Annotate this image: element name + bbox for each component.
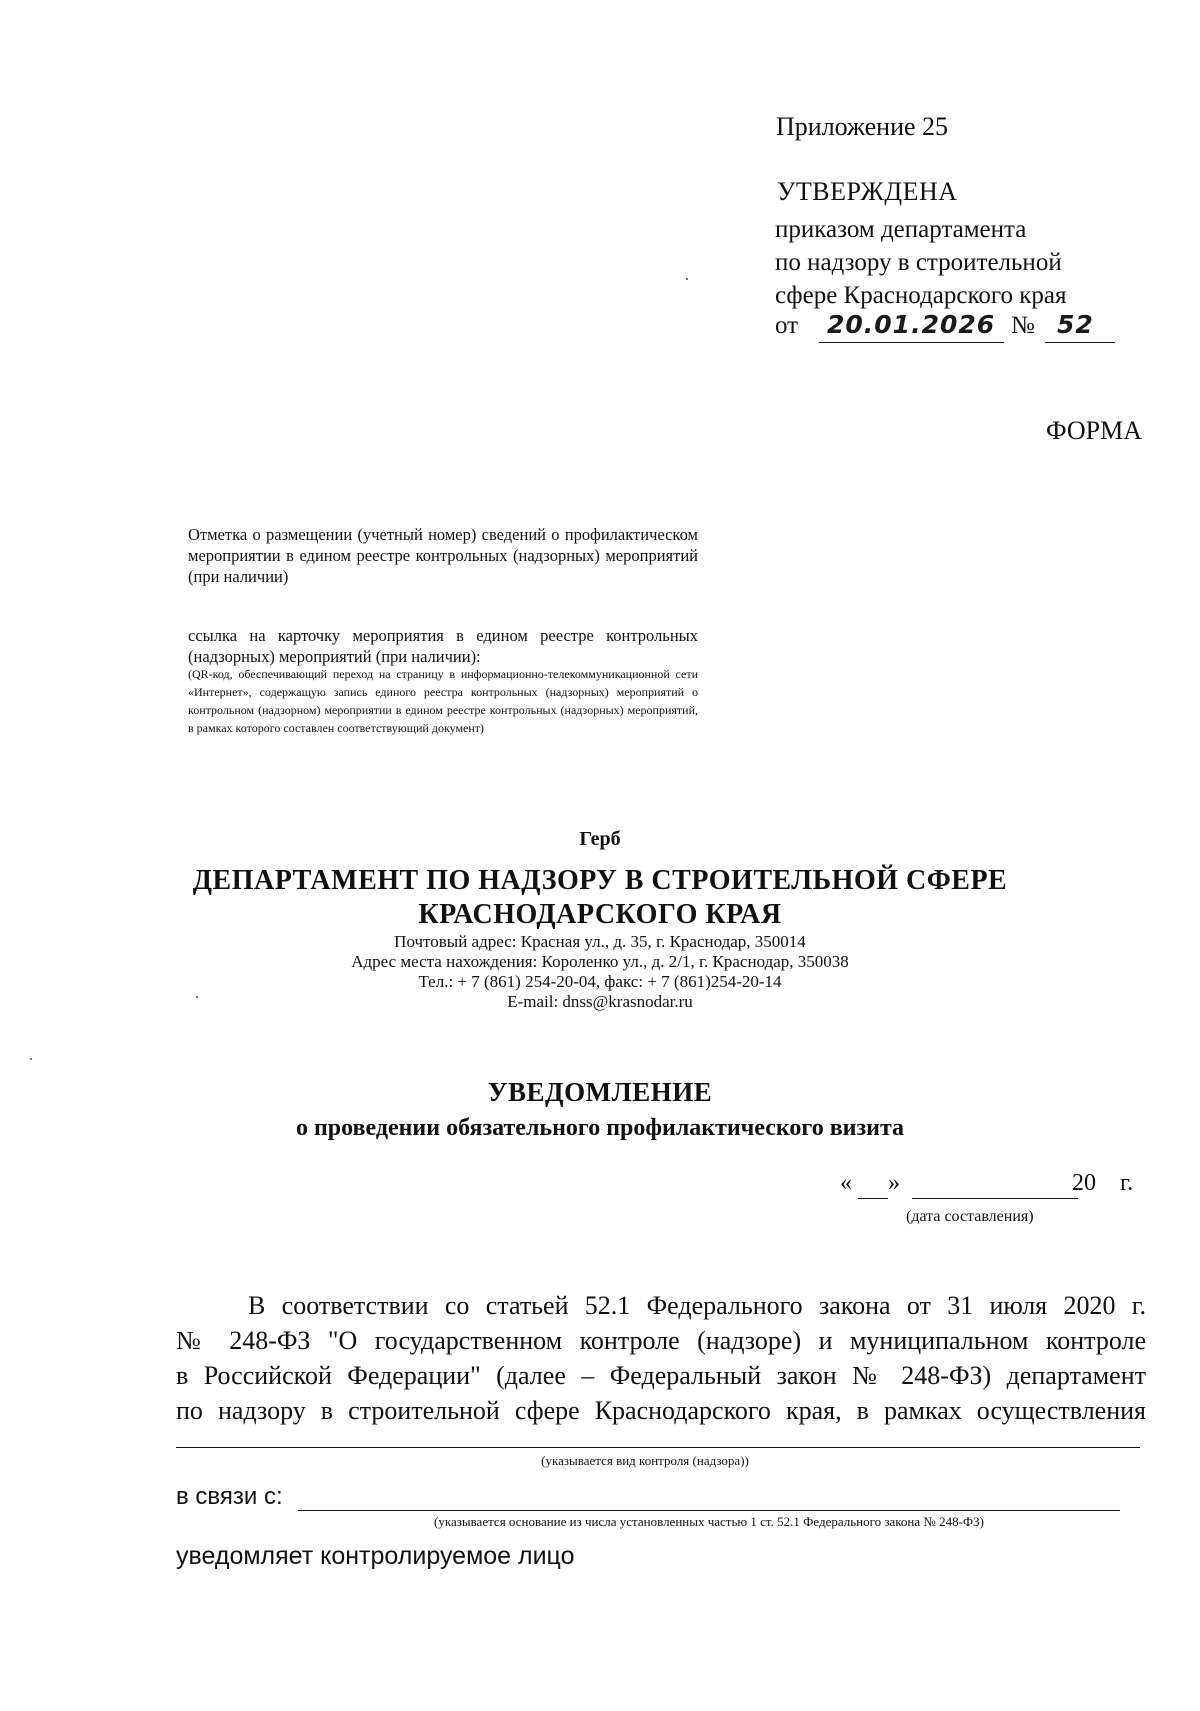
reason-blank	[298, 1510, 1120, 1511]
order-number-underline	[1045, 342, 1115, 343]
scan-speck	[686, 278, 688, 280]
order-date-underline	[819, 342, 1004, 343]
registry-mark-note: Отметка о размещении (учетный номер) сведений о профилактическом мероприятии в едином реестре контрольных (надзорных) мероприятий (при наличии)	[188, 525, 698, 586]
compile-date-field	[840, 1170, 1140, 1204]
scan-speck	[196, 996, 198, 998]
order-number-handwritten: 52	[1057, 310, 1094, 339]
scan-speck	[30, 1058, 32, 1060]
order-date-row	[775, 310, 1125, 346]
notifies-text: уведомляет контролируемое лицо	[176, 1542, 575, 1570]
contact-phones: Тел.: + 7 (861) 254-20-04, факс: + 7 (861)254-20-14	[418, 972, 782, 991]
appendix-label: Приложение 25	[776, 112, 949, 141]
department-name: КРАСНОДАРСКОГО КРАЯ	[418, 899, 782, 930]
order-line: приказом департамента	[775, 216, 1027, 243]
control-type-caption: (указывается вид контроля (надзора))	[541, 1453, 749, 1468]
registry-link-note: ссылка на карточку мероприятия в едином реестре контрольных (надзорных) мероприятий (при наличии):	[188, 626, 698, 666]
qr-code-note: (QR-код, обеспечивающий переход на страницу в информационно-телекоммуникационной сети «Интернет», содержащую запись единого реестра контрольных (надзорных) мероприятий о контрольном (надзорном) мероприятии в едином реестре контрольных (надзорных) мероприятий, в рамках которого составлен соответствующий документ)	[188, 667, 698, 735]
order-date-handwritten: 20.01.2026	[827, 310, 996, 339]
order-line: сфере Краснодарского края	[775, 282, 1067, 309]
notice-title: УВЕДОМЛЕНИЕ	[487, 1077, 713, 1107]
department-name: ДЕПАРТАМЕНТ ПО НАДЗОРУ В СТРОИТЕЛЬНОЙ СФЕРЕ	[192, 865, 1008, 896]
body-text-line: № 248-ФЗ "О государственном контроле (надзоре) и муниципальном контроле	[176, 1326, 1146, 1355]
reason-label: в связи с:	[176, 1483, 283, 1510]
order-date-prefix: от	[775, 312, 799, 339]
compile-date-caption: (дата составления)	[906, 1208, 1034, 1225]
coat-of-arms-placeholder: Герб	[579, 828, 621, 850]
month-blank	[912, 1198, 1078, 1199]
notice-subtitle: о проведении обязательного профилактического визита	[295, 1115, 905, 1141]
control-type-blank	[176, 1447, 1140, 1448]
form-label: ФОРМА	[1046, 416, 1142, 445]
order-line: по надзору в строительной	[775, 249, 1062, 276]
body-text-line: по надзору в строительной сфере Краснодарского края, в рамках осуществления	[176, 1396, 1146, 1425]
location-address: Адрес места нахождения: Короленко ул., д. 2/1, г. Краснодар, 350038	[351, 952, 849, 971]
body-text-line: В соответствии со статьей 52.1 Федерального закона от 31 июля 2020 г.	[248, 1291, 1146, 1320]
approved-label: УТВЕРЖДЕНА	[777, 177, 958, 206]
date-open-quote: «	[840, 1170, 852, 1196]
order-number-prefix: №	[1011, 312, 1035, 339]
year-suffix: г.	[1120, 1170, 1134, 1196]
contact-email: E-mail: dnss@krasnodar.ru	[507, 992, 693, 1011]
date-close-quote: »	[888, 1170, 900, 1196]
year-prefix: 20	[1072, 1170, 1096, 1196]
reason-caption: (указывается основание из числа установленных частью 1 ст. 52.1 Федерального закона № 248-ФЗ)	[434, 1514, 985, 1529]
body-text-line: в Российской Федерации" (далее – Федеральный закон № 248-ФЗ) департамент	[176, 1361, 1146, 1390]
day-blank	[858, 1198, 888, 1199]
postal-address: Почтовый адрес: Красная ул., д. 35, г. Краснодар, 350014	[394, 932, 806, 951]
